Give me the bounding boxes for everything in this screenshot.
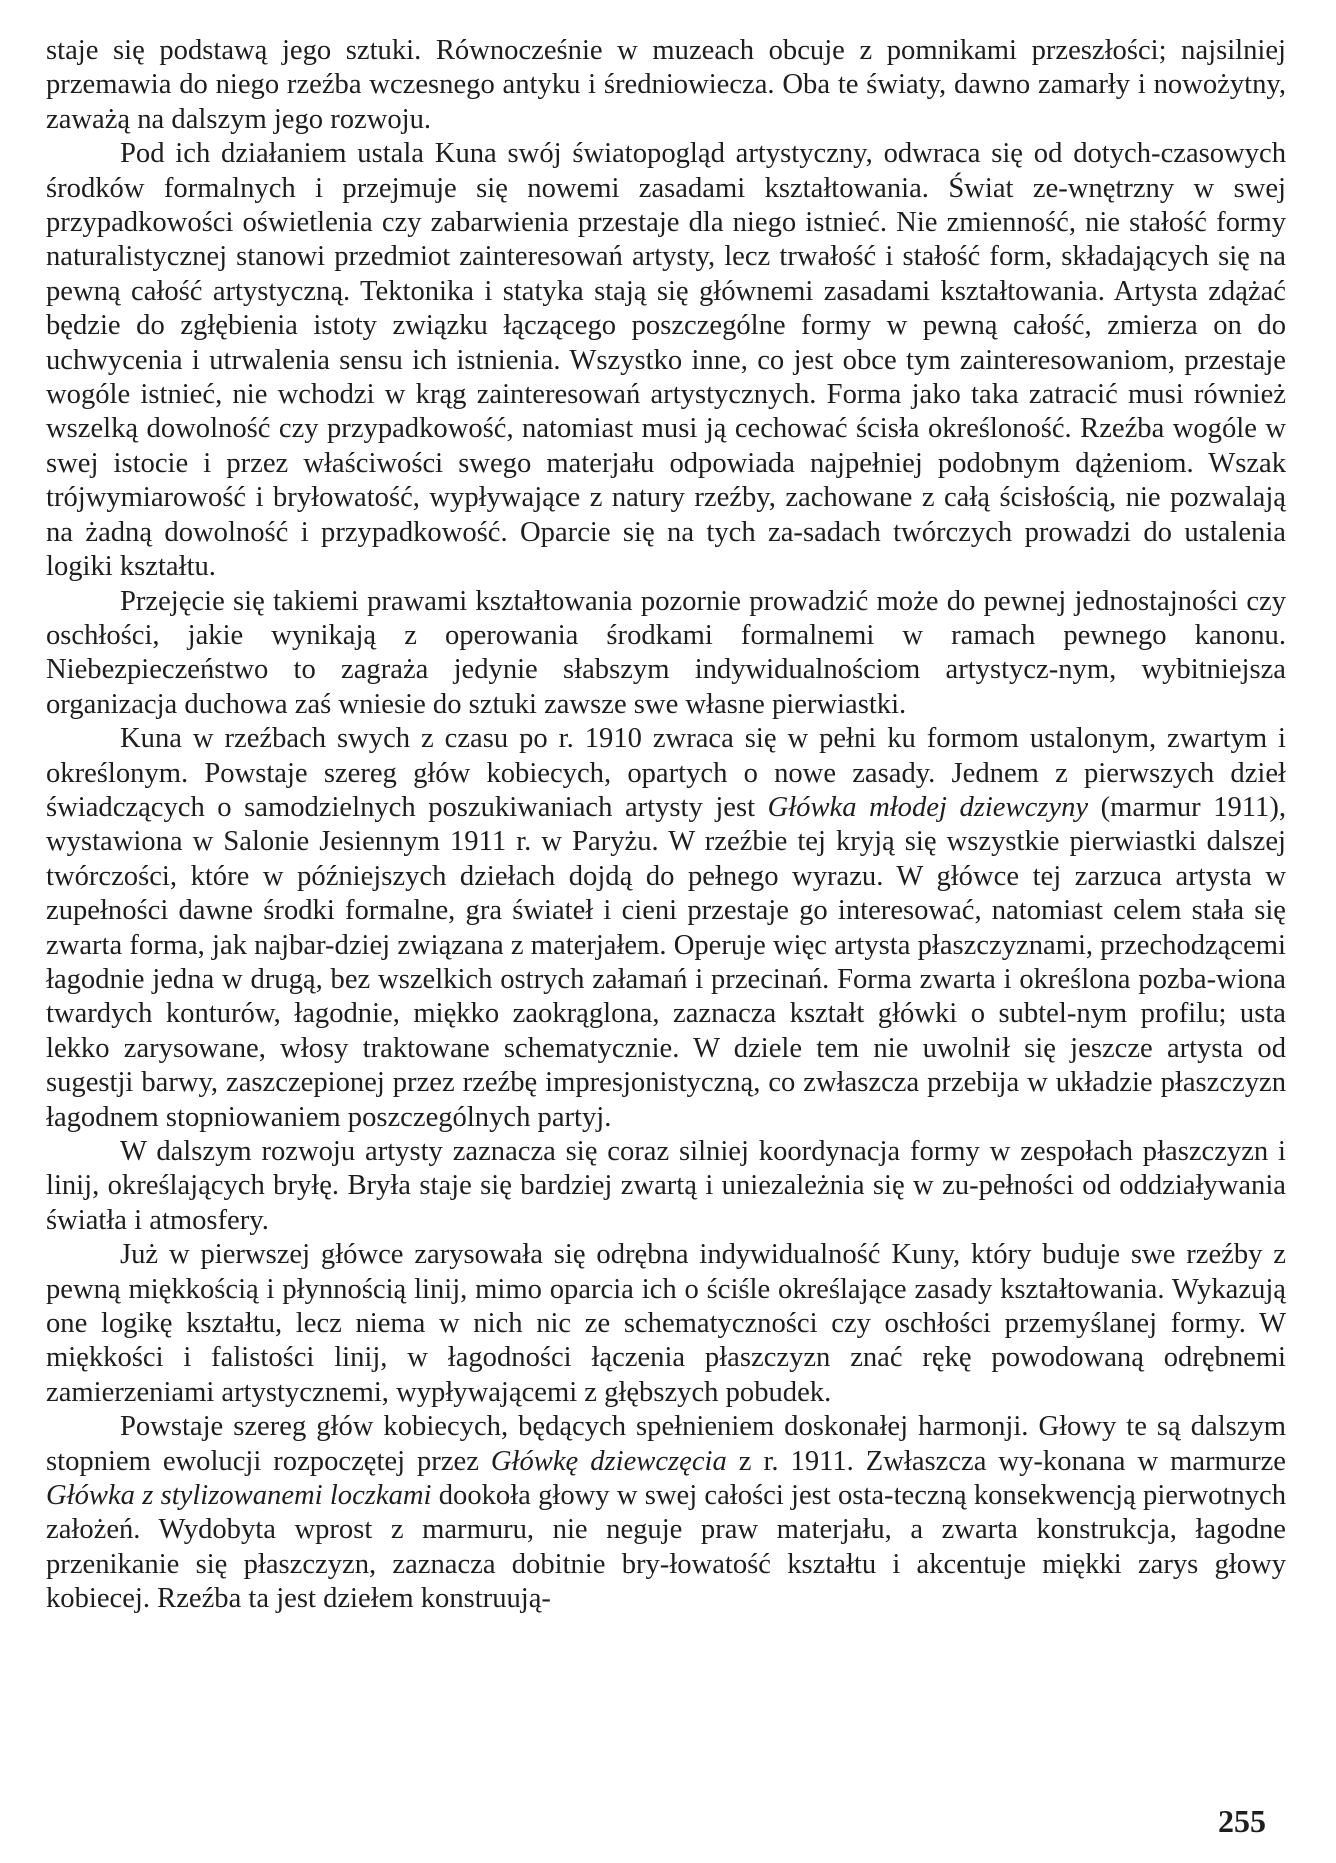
paragraph-4 (46, 722, 1286, 1135)
paragraph-text: W dalszym rozwoju artysty zaznacza się coraz silniej koordynacja formy w zespołach płaszczyzn i linij, określających bryłę. Bryła staje się bardziej zwartą i uniezależnia się w zu-pełności od oddziaływania światła i atmosfery. (46, 1136, 1286, 1236)
body-text (46, 34, 1286, 1617)
paragraph-3 (46, 585, 1286, 723)
paragraph-5 (46, 1135, 1286, 1238)
paragraph-text: z r. 1911. Zwłaszcza wy-konana w marmurze (726, 1445, 1286, 1477)
paragraph-6 (46, 1238, 1286, 1410)
paragraph-1 (46, 34, 1286, 137)
paragraph-text: Powstaje szereg głów kobiecych, będących spełnieniem doskonałej harmonji. Głowy te są dalszym stopniem ewolucji rozpoczętej przez (46, 1411, 1286, 1477)
paragraph-text: staje się podstawą jego sztuki. Równocześnie w muzeach obcuje z pomnikami przeszłości; najsilniej przemawia do niego rzeźba wczesnego antyku i średniowiecza. Oba te światy, dawno zamarły i nowożytny, zaważą na dalszym jego rozwoju. (46, 35, 1286, 135)
artwork-title: Główka młodej dziewczyny (767, 791, 1089, 823)
artwork-title: Główkę dziewczęcia (490, 1445, 727, 1477)
paragraph-text: dookoła głowy w swej całości jest osta-teczną konsekwencją pierwotnych założeń. Wydobyta wprost z marmuru, nie neguje praw materjału, a zwarta konstrukcja, łagodne przenikanie się płaszczyzn, zaznacza dobitnie bry-łowatość kształtu i akcentuje miękki zarys głowy kobiecej. Rzeźba ta jest dziełem konstruują- (46, 1480, 1286, 1615)
paragraph-text: Już w pierwszej główce zarysowała się odrębna indywidualność Kuny, który buduje swe rzeźby z pewną miękkością i płynnością linij, mimo oparcia ich o ściśle określające zasady kształtowania. Wykazują one logikę kształtu, lecz niema w nich nic ze schematyczności czy oschłości przemyślanej formy. W miękkości i falistości linij, w łagodności łączenia płaszczyzn znać rękę powodowaną odrębnemi zamierzeniami artystycznemi, wypływającemi z głębszych pobudek. (46, 1239, 1286, 1408)
paragraph-2 (46, 137, 1286, 584)
paragraph-text: Kuna w rzeźbach swych z czasu po r. 1910 zwraca się w pełni ku formom ustalonym, zwartym i określonym. Powstaje szereg głów kobiecych, opartych o nowe zasady. Jednem z pierwszych dzieł świadczących o samodzielnych poszukiwaniach artysty jest (46, 723, 1286, 823)
paragraph-text: Przejęcie się takiemi prawami kształtowania pozornie prowadzić może do pewnej jednostajności czy oschłości, jakie wynikają z operowania środkami formalnemi w ramach pewnego kanonu. Niebezpieczeństwo to zagraża jedynie słabszym indywidualnościom artystycz-nym, wybitniejsza organizacja duchowa zaś wniesie do sztuki zawsze swe własne pierwiastki. (46, 585, 1286, 720)
paragraph-text: Pod ich działaniem ustala Kuna swój światopogląd artystyczny, odwraca się od dotych-czasowych środków formalnych i przejmuje się nowemi zasadami kształtowania. Świat ze-wnętrzny w swej przypadkowości oświetlenia czy zabarwienia przestaje dla niego istnieć. Nie zmienność, nie stałość formy naturalistycznej stanowi przedmiot zainteresowań artysty, lecz trwałość i stałość form, składających się na pewną całość artystyczną. Tektonika i statyka stają się głównemi zasadami kształtowania. Artysta zdążać będzie do zgłębienia istoty związku łączącego poszczególne formy w pewną całość, zmierza on do uchwycenia i utrwalenia sensu ich istnienia. Wszystko inne, co jest obce tym zainteresowaniom, przestaje wogóle istnieć, nie wchodzi w krąg zainteresowań artystycznych. Forma jako taka zatracić musi również wszelką dowolność czy przypadkowość, natomiast musi ją cechować ścisła określoność. Rzeźba wogóle w swej istocie i przez właściwości swego materjału odpowiada najpełniej podobnym dążeniom. Wszak trójwymiarowość i bryłowatość, wypływające z natury rzeźby, zachowane z całą ścisłością, nie pozwalają na żadną dowolność i przypadkowość. Oparcie się na tych za-sadach twórczych prowadzi do ustalenia logiki kształtu. (46, 138, 1286, 583)
paragraph-7 (46, 1410, 1286, 1616)
paragraph-text: (marmur 1911), wystawiona w Salonie Jesiennym 1911 r. w Paryżu. W rzeźbie tej kryją się wszystkie pierwiastki dalszej twórczości, które w późniejszych dziełach dojdą do pełnego wyrazu. W główce tej zarzuca artysta w zupełności dawne środki formalne, gra świateł i cieni przestaje go interesować, natomiast celem stała się zwarta forma, jak najbar-dziej związana z materjałem. Operuje więc artysta płaszczyznami, przechodzącemi łagodnie jedna w drugą, bez wszelkich ostrych załamań i przecinań. Forma zwarta i określona pozba-wiona twardych konturów, łagodnie, miękko zaokrąglona, zaznacza kształt główki o subtel-nym profilu; usta lekko zarysowane, włosy traktowane schematycznie. W dziele tem nie uwolnił się jeszcze artysta od sugestji barwy, zaszczepionej przez rzeźbę impresjonistyczną, co zwłaszcza przebija w układzie płaszczyzn łagodnem stopniowaniem poszczególnych partyj. (46, 791, 1286, 1133)
page-number: 255 (1218, 1803, 1266, 1839)
artwork-title: Główka z stylizowanemi loczkami (46, 1480, 432, 1512)
